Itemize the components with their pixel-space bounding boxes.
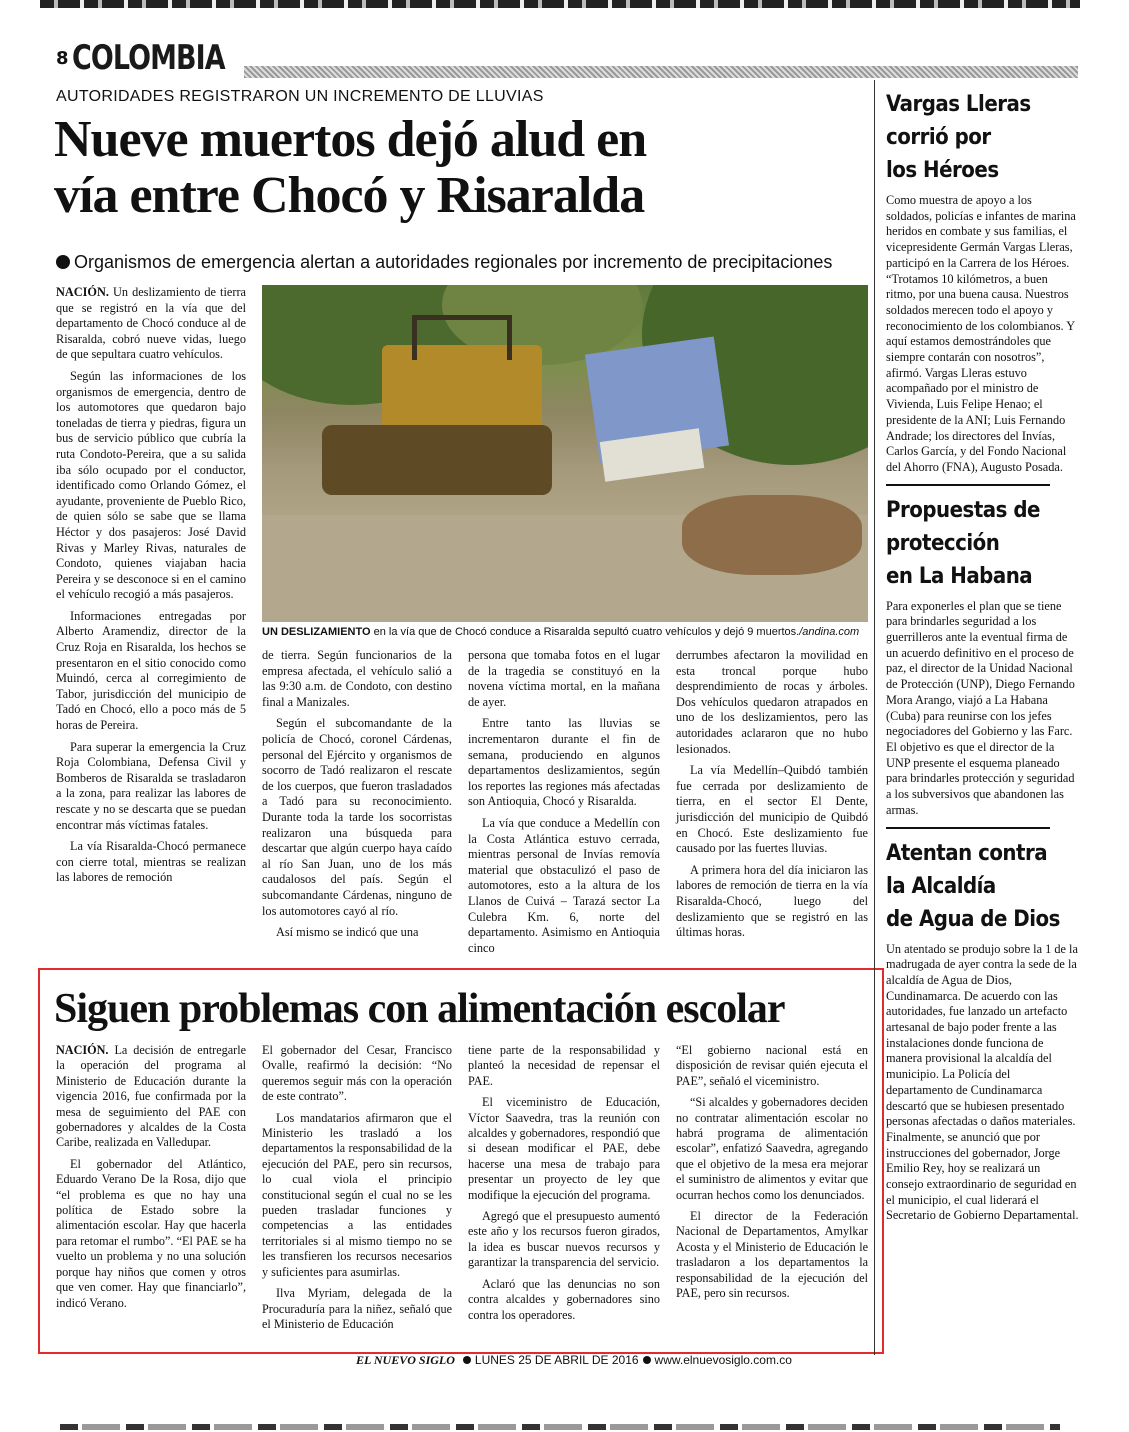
main-article-col4 [676, 648, 868, 947]
paragraph: Los mandatarios afirmaron que el Ministerio les trasladó a los departamentos la responsabilidad de la ejecución del PAE, pero sin recursos, lo cual viola el principio constitucional según el cual no se les pueden trasladar funciones y competencias a las entidades territoriales si al mismo tiempo no se les transfieren los recursos necesarios y suficientes para asumirlas. [262, 1110, 452, 1279]
paragraph: persona que tomaba fotos en el lugar de la tragedia se constituyó en la novena víctima mortal, en la mañana de ayer. [468, 648, 660, 709]
paragraph: Así mismo se indicó que una [276, 925, 419, 940]
paragraph: Para superar la emergencia la Cruz Roja Colombiana, Defensa Civil y Bomberos de Risaralda se trasladaron a la zona, para realizar las labores de rescate y no se descarta que se puedan encontrar más víctimas fatales. [56, 739, 246, 832]
sidebar-text-2: Para exponerles el plan que se tiene para brindarles seguridad a los guerrilleros ante la eventual firma de un acuerdo definitivo en el proceso de paz, el director de la Unidad Nacional de Protección (UNP), Diego Fernando Mora Arango, viajó a La Habana (Cuba) para reunirse con los jefes negociadores del Gobierno y las Farc. El objetivo es que el director de la UNP presente el esquema planeado para brindarles protección y seguridad a los subversivos que abandonen las armas. [886, 598, 1075, 817]
dateline: NACIÓN. [56, 285, 109, 299]
paragraph: Agregó que el presupuesto aumentó este año y los recursos fueron girados, la idea es buscar nuevos recursos y garantizar la transparencia del servicio. [468, 1209, 660, 1270]
second-headline: Siguen problemas con alimentación escolar [54, 986, 785, 1032]
sidebar [880, 80, 1080, 1224]
second-article-col1 [56, 1043, 246, 1317]
section-title: COLOMBIA [72, 38, 225, 78]
main-headline-line2: vía entre Chocó y Risaralda [54, 167, 645, 224]
paragraph: La vía Risaralda-Chocó permanece con cierre total, mientras se realizan las labores de remoción [56, 839, 246, 885]
dateline: NACIÓN. [56, 1043, 109, 1057]
paragraph: Según el subcomandante de la policía de Chocó, coronel Cárdenas, personal del Ejército y organismos de socorro de Tadó realizaron el rescate de los cuerpos, que fueron trasladados a Tadó para su reconocimiento. Durante toda la tarde los socorristas realizaron una búsqueda para descartar que algún cuerpo haya caído al río San Juan, uno de los más caudalosos del país. Según el subcomandante Cárdenas, ninguno de los automotores cayó al río. [262, 716, 452, 918]
photo-caption: UN DESLIZAMIENTO en la vía que de Chocó conduce a Risaralda sepultó cuatro vehículos y dejó 9 muertos./andina.com [262, 626, 860, 638]
main-article-col2 [262, 648, 452, 947]
top-print-bar [40, 0, 1080, 8]
main-deck-text: Organismos de emergencia alertan a autoridades regionales por incremento de precipitaciones [74, 252, 833, 272]
sidebar-rule [886, 484, 1050, 486]
main-article-col3 [468, 648, 660, 962]
sidebar-text-3: Un atentado se produjo sobre la 1 de la madrugada de ayer contra la sede de la alcaldía de Agua de Dios, Cundinamarca. De acuerdo con las autoridades, fue lanzado un artefacto artesanal de bajo poder frente a las instalaciones donde funciona de manera provisional la alcaldía del municipio. La Policía del departamento de Cundinamarca descartó que se hubiesen presentado personas afectadas o daños materiales. Finalmente, se anunció que por instrucciones del gobernador, Jorge Emilio Rey, hoy se realizará un consejo extraordinario de seguridad en el municipio, el cual liderará el Secretario de Gobierno Departamental. [886, 941, 1079, 1223]
second-article-col2 [262, 1043, 452, 1338]
bottom-print-bar [60, 1424, 1060, 1430]
sidebar-rule [886, 827, 1050, 829]
paragraph: El gobernador del Atlántico, Eduardo Verano De la Rosa, dijo que “el problema es que no hay una política de Estado sobre la alimentación escolar. Hay que hacerla para retomar el rumbo”. “El PAE se ha vuelto un problema y no una solución porque hay niños que comen y otros que ven comer. Hay que financiarlo”, indicó Verano. [56, 1156, 246, 1310]
main-headline [54, 112, 874, 224]
paragraph: La vía Medellín–Quibdó también fue cerrada por deslizamiento de tierra, en el sector El Dente, jurisdicción del municipio de Quibdó en Chocó. Este deslizamiento fue causado por las fuertes lluvias. [676, 763, 868, 856]
main-article-col1 [56, 285, 246, 892]
bullet-icon [463, 1356, 471, 1364]
paragraph: derrumbes afectaron la movilidad en esta troncal porque hubo desprendimiento de rocas y árboles. Dos vehículos quedaron atrapados en uno de los deslizamientos, pero las autoridades aclararon que no hubo lesionados. [676, 648, 868, 756]
page-footer [356, 1353, 792, 1368]
paragraph: Entre tanto las lluvias se incrementaron durante el fin de semana, produciendo en algunos departamentos deslizamientos, según los reportes las regiones más afectadas son Antioquia, Chocó y Risaralda. [468, 716, 660, 809]
paragraph: “El gobierno nacional está en disposición de revisar quién ejecuta el PAE”, señaló el viceministro. [676, 1043, 868, 1088]
paragraph: tiene parte de la responsabilidad y planteó la necesidad de repensar el PAE. [468, 1043, 660, 1088]
landslide-photo [262, 285, 868, 622]
main-headline-line1: Nueve muertos dejó alud en [54, 111, 647, 168]
sidebar-divider [874, 80, 875, 1355]
paragraph: El director de la Federación Nacional de Departamentos, Amylkar Acosta y el Ministerio de Educación le trasladaron a los departamentos la responsabilidad de la ejecución del PAE, pero sin recursos. [676, 1209, 868, 1301]
paragraph: A primera hora del día iniciaron las labores de remoción de tierra en la vía Risaralda-Chocó, luego del deslizamiento que se registró en las últimas horas. [676, 862, 868, 940]
footer-url: www.elnuevosiglo.com.co [654, 1353, 792, 1367]
paragraph: Según las informaciones de los organismos de emergencia, dentro de los automotores que quedaron bajo toneladas de tierra y piedras, figura un bus de servicio público que cubría la ruta Condoto-Pereira, que a su salida iba sólo ocupado por el conductor, identificado como Orlando Gómez, el ayudante, proveniente de Pueblo Rico, de quien sólo se sabe que se llama Héctor y dos pasajeros: José David Rivas y Marley Rivas, naturales de Condoto, quienes viajaban hacia Pereira y se desconoce si en el camino el vehículo recogió a más pasajeros. [56, 368, 246, 602]
main-kicker: AUTORIDADES REGISTRARON UN INCREMENTO DE LLUVIAS [56, 88, 544, 105]
second-article-col3 [468, 1043, 660, 1329]
paragraph: “Si alcaldes y gobernadores deciden no contratar alimentación escolar no habrá programa de alimentación escolar”, enfatizó Saavedra, agregando que el objetivo de la mesa era mejorar el suministro de alimentos y evitar que ocurran hechos como los denunciados. [676, 1095, 868, 1202]
page-number: 8 [56, 48, 69, 69]
sidebar-headline-3: Atentan contra la Alcaldía de Agua de Dios [886, 840, 1060, 932]
sidebar-headline-2: Propuestas de protección en La Habana [886, 497, 1040, 589]
paragraph: Informaciones entregadas por Alberto Aramendiz, director de la Cruz Roja en Risaralda, los hechos se presentaron en el sitio conocido como Muindó, cerca al corregimiento de Tabor, jurisdicción del municipio de Tadó en Chocó, ello a poco más de 5 horas de Pereira. [56, 608, 246, 733]
bullet-icon [643, 1356, 651, 1364]
bullet-icon [56, 255, 70, 269]
second-article-col4 [676, 1043, 868, 1308]
paragraph: NACIÓN. Un deslizamiento de tierra que se registró en la vía que del departamento de Chocó conduce al de Risaralda, cobró nueve vidas, luego de que sepultara cuatro vehículos. [56, 285, 246, 362]
paragraph: El gobernador del Cesar, Francisco Ovalle, reafirmó la decisión: “No queremos seguir más con la operación de este contrato”. [262, 1043, 452, 1104]
section-rule [244, 66, 1078, 78]
sidebar-headline-1: Vargas Lleras corrió por los Héroes [886, 92, 1031, 183]
paragraph: de tierra. Según funcionarios de la empresa afectada, el vehículo salió a las 9:30 a.m. de Condoto, con destino final a Manizales. [262, 648, 452, 709]
newspaper-logo: EL NUEVO SIGLO [356, 1353, 455, 1367]
footer-date: LUNES 25 DE ABRIL DE 2016 [474, 1353, 639, 1367]
paragraph: Ilva Myriam, delegada de la Procuraduría para la niñez, señaló que el Ministerio de Educación [262, 1286, 452, 1331]
paragraph: El viceministro de Educación, Víctor Saavedra, tras la reunión con alcaldes y gobernadores, respondió que si desean modificar el PAE, debe hacerse una mesa de trabajo para presentar un proyecto de ley que modifique la ejecución del programa. [468, 1095, 660, 1202]
paragraph: NACIÓN. La decisión de entregarle la operación del programa al Ministerio de Educación durante la vigencia 2016, fue confirmada por la mesa de seguimiento del PAE con gobernadores y alcaldes de la Costa Caribe, realizada en Valledupar. [56, 1043, 246, 1150]
main-deck [56, 252, 876, 273]
paragraph: La vía que conduce a Medellín con la Costa Atlántica estuvo cerrada, mientras personal de Invías removía material que obstaculizó el paso de automotores, esto a la altura de los Llanos de Cuivá – Tarazá sector La Culebra Km. 6, norte del departamento. Asimismo en Antioquia cinco [468, 815, 660, 955]
sidebar-text-1: Como muestra de apoyo a los soldados, policías e infantes de marina heridos en combate y sus familias, el vicepresidente Germán Vargas Lleras, participó en la Carrera de los Héroes. “Trotamos 10 kilómetros, a buen ritmo, por una buena causa. Nuestros soldados merecen todo el apoyo y reconocimiento de los colombianos. Y aquí estamos demostrándoles que siempre contarán con nosotros”, afirmó. Vargas Lleras estuvo acompañado por el ministro de Vivienda, Luis Felipe Henao; el presidente de la ANI; Luis Fernando Andrade; los directores del Invías, Carlos García, y del Fondo Nacional del Ahorro (FNA), Augusto Posada. [886, 193, 1076, 474]
paragraph: Aclaró que las denuncias no son contra alcaldes y gobernadores sino contra los operadores. [468, 1276, 660, 1322]
